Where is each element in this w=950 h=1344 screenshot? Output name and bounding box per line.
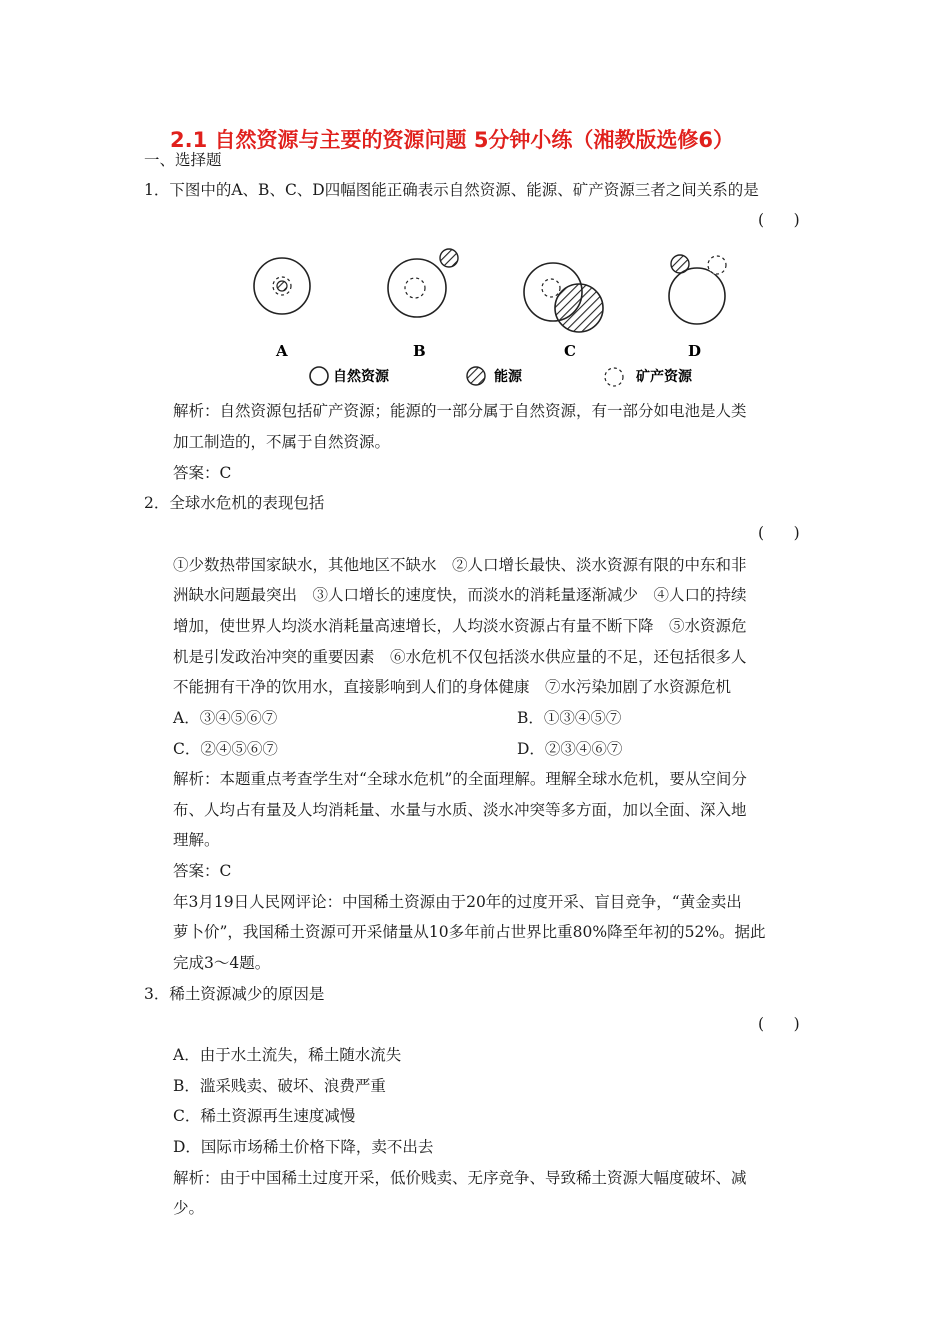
diagram-a xyxy=(254,258,310,360)
q3-answer-blank: ( ) xyxy=(758,1015,800,1033)
mineral-resource-circle xyxy=(542,279,560,297)
q2-statement-line: 不能拥有干净的饮用水，直接影响到人们的身体健康 ⑦水污染加剧了水资源危机 xyxy=(173,678,732,696)
q2-analysis-line-3: 理解。 xyxy=(173,831,220,849)
material-line-3: 完成3～4题。 xyxy=(173,954,271,972)
mineral-resource-circle xyxy=(708,256,726,274)
q1-answer: 答案：C xyxy=(173,464,232,482)
q2-option-b: B．①③④⑤⑦ xyxy=(517,709,622,727)
legend-energy: 能源 xyxy=(494,369,522,385)
page-title: 2.1 自然资源与主要的资源问题 5分钟小练（湘教版选修6） xyxy=(170,128,735,152)
energy-circle xyxy=(440,249,458,267)
material-line-2: 萝卜价”，我国稀土资源可开采储量从10多年前占世界比重80%降至年初的52%。据此 xyxy=(173,923,766,941)
q1-analysis-line-2: 加工制造的，不属于自然资源。 xyxy=(173,433,391,451)
diagram-label-a: A xyxy=(276,342,288,360)
section-heading: 一、选择题 xyxy=(144,151,222,169)
legend-mineral-resource-symbol xyxy=(605,368,623,386)
q2-statement-line: ①少数热带国家缺水，其他地区不缺水 ②人口增长最快、淡水资源有限的中东和非 xyxy=(173,556,747,574)
mineral-resource-circle xyxy=(405,278,425,298)
q3-option-a: A．由于水土流失，稀土随水流失 xyxy=(173,1046,402,1064)
legend-mineral-resource: 矿产资源 xyxy=(636,369,692,385)
q3-option-d: D．国际市场稀土价格下降，卖不出去 xyxy=(173,1138,434,1156)
energy-circle xyxy=(555,284,603,332)
energy-circle xyxy=(277,281,287,291)
legend-energy-symbol xyxy=(467,367,485,385)
q3-option-c: C．稀土资源再生速度减慢 xyxy=(173,1107,356,1125)
legend-natural-resource: 自然资源 xyxy=(333,369,389,385)
diagram-legend xyxy=(310,367,693,386)
diagram-b xyxy=(388,249,458,360)
q2-answer-blank: ( ) xyxy=(758,524,800,542)
q1-answer-blank: ( ) xyxy=(758,211,800,229)
natural-resource-circle xyxy=(388,259,446,317)
q2-statement-line: 机是引发政治冲突的重要因素 ⑥水危机不仅包括淡水供应量的不足，还包括很多人 xyxy=(173,648,747,666)
diagram-d xyxy=(669,255,726,360)
diagram-label-c: C xyxy=(564,342,576,360)
q2-option-c: C．②④⑤⑥⑦ xyxy=(173,740,278,758)
q1-resource-diagram xyxy=(240,240,730,390)
q2-statement-line: 增加，使世界人均淡水消耗量高速增长，人均淡水资源占有量不断下降 ⑤水资源危 xyxy=(173,617,747,635)
q2-option-a: A．③④⑤⑥⑦ xyxy=(173,709,278,727)
q2-option-d: D．②③④⑥⑦ xyxy=(517,740,623,758)
material-line-1: 年3月19日人民网评论：中国稀土资源由于20年的过度开采、盲目竞争，“黄金卖出 xyxy=(173,893,742,911)
q3-option-b: B．滥采贱卖、破坏、浪费严重 xyxy=(173,1077,386,1095)
q2-statement-line: 洲缺水问题最突出 ③人口增长的速度快，而淡水的消耗量逐渐减少 ④人口的持续 xyxy=(173,586,747,604)
diagram-label-b: B xyxy=(413,342,426,360)
diagram-label-d: D xyxy=(688,342,702,360)
q3-stem: 3．稀土资源减少的原因是 xyxy=(144,985,325,1003)
legend-natural-resource-symbol xyxy=(310,367,328,385)
q2-analysis-line-2: 布、人均占有量及人均消耗量、水量与水质、淡水冲突等多方面，加以全面、深入地 xyxy=(173,801,747,819)
q3-analysis-line-1: 解析：由于中国稀土过度开采，低价贱卖、无序竞争、导致稀土资源大幅度破坏、减 xyxy=(173,1169,747,1187)
natural-resource-circle xyxy=(669,268,725,324)
q2-stem: 2．全球水危机的表现包括 xyxy=(144,494,325,512)
q2-answer: 答案：C xyxy=(173,862,232,880)
q2-analysis-line-1: 解析：本题重点考查学生对“全球水危机”的全面理解。理解全球水危机，要从空间分 xyxy=(173,770,747,788)
diagram-c xyxy=(524,263,603,360)
energy-circle xyxy=(671,255,689,273)
q1-analysis-line-1: 解析：自然资源包括矿产资源；能源的一部分属于自然资源，有一部分如电池是人类 xyxy=(173,402,747,420)
q1-stem: 1．下图中的A、B、C、D四幅图能正确表示自然资源、能源、矿产资源三者之间关系的是 xyxy=(144,181,759,199)
q3-analysis-line-2: 少。 xyxy=(173,1199,205,1217)
